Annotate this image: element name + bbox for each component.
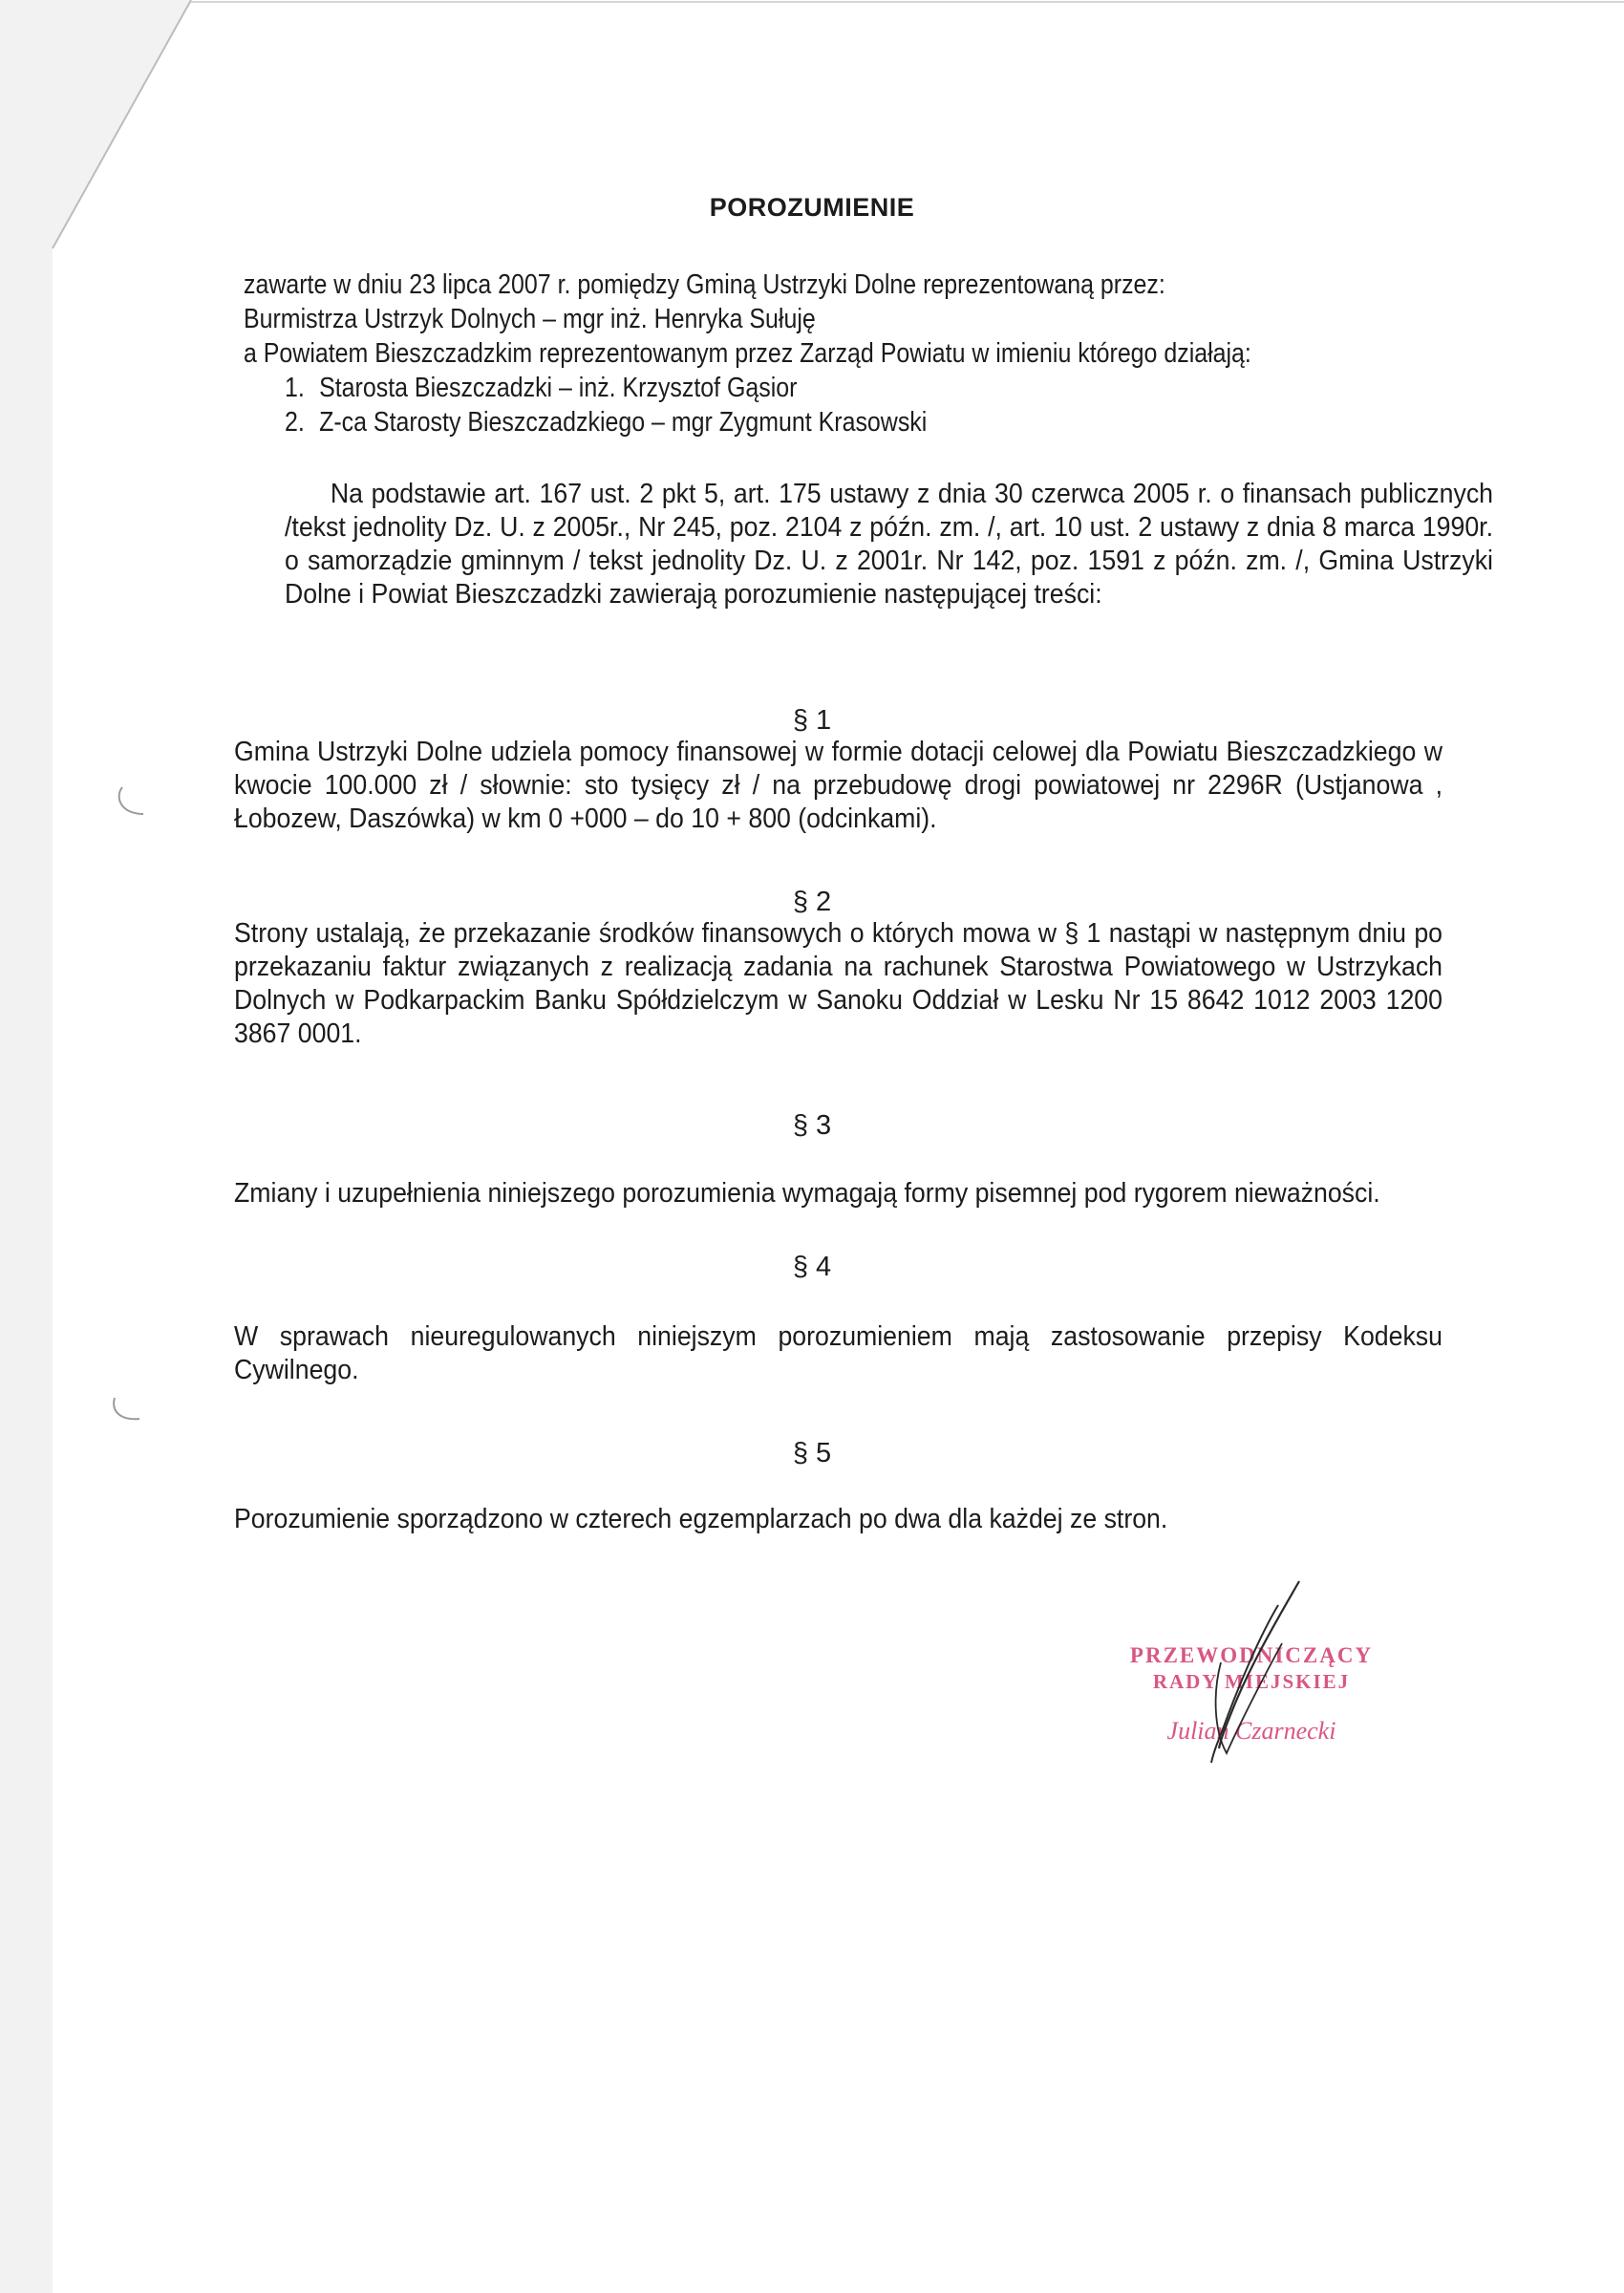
list-number: 1. [285,373,305,403]
section-text: Porozumienie sporządzono w czterech egzemplarzach po dwa dla każdej ze stron. [234,1504,1168,1534]
handwritten-signature [1185,1576,1318,1768]
section-body [234,1503,1442,1536]
list-item [244,371,1271,405]
stamp-name: Julian Czarnecki [1166,1717,1336,1745]
section-body [234,1177,1442,1211]
section-heading: § 4 [792,1252,832,1282]
stamp-subtitle: RADY MIEJSKIEJ [1152,1670,1351,1693]
intro-line: zawarte w dniu 23 lipca 2007 r. pomiędzy Gminą Ustrzyki Dolne reprezentowaną przez: [244,269,1165,300]
intro-line: Burmistrza Ustrzyk Dolnych – mgr inż. Henryka Sułuję [244,304,816,334]
section-body [234,1320,1442,1387]
section-text: W sprawach nieuregulowanych niniejszym porozumieniem mają zastosowanie przepisy Kodeksu Cywilnego. [234,1321,1442,1385]
section-heading: § 2 [792,887,832,917]
section-heading: § 5 [792,1438,832,1468]
section-heading: § 3 [792,1110,832,1141]
section-heading: § 1 [792,705,832,736]
parties-block [244,268,1438,439]
document-title: POROZUMIENIE [709,193,915,222]
representative-text: Z-ca Starosty Bieszczadzkiego – mgr Zygmunt Krasowski [319,407,928,438]
legal-basis [285,478,1494,611]
legal-basis-text: Na podstawie art. 167 ust. 2 pkt 5, art. 175 ustawy z dnia 30 czerwca 2005 r. o finansach publicznych /tekst jednolity Dz. U. z 2005r., Nr 245, poz. 2104 z późn. zm. /, art. 10 ust. 2 ustawy z dnia 8 marca 1990r. o samorządzie gminnym / tekst jednolity Dz. U. z 2001r. Nr 142, poz. 1591 z późn. zm. /, Gmina Ustrzyki Dolne i Powiat Bieszczadzki zawierają porozumienie następującej treści: [285,479,1494,610]
section-text: Zmiany i uzupełnienia niniejszego porozumienia wymagają formy pisemnej pod rygorem nieważności. [234,1178,1380,1209]
section-text: Gmina Ustrzyki Dolne udziela pomocy finansowej w formie dotacji celowej dla Powiatu Bieszczadzkiego w kwocie 100.000 zł / słownie: sto tysięcy zł / na przebudowę drogi powiatowej nr 2296R (Ustjanowa , Łobozew, Daszówka) w km 0 +000 – do 10 + 800 (odcinkami). [234,737,1442,834]
stamp-title: PRZEWODNICZĄCY [1129,1643,1374,1667]
punch-hole-icon [113,782,151,820]
representative-text: Starosta Bieszczadzki – inż. Krzysztof Gąsior [319,373,798,403]
section-body [234,917,1442,1051]
punch-hole-icon [107,1390,145,1428]
section-text: Strony ustalają, że przekazanie środków finansowych o których mowa w § 1 nastąpi w następnym dniu po przekazaniu faktur związanych z realizacją zadania na rachunek Starostwa Powiatowego w Ustrzykach Dolnych w Podkarpackim Banku Spółdzielczym w Sanoku Oddział w Lesku Nr 15 8642 1012 2003 1200 3867 0001. [234,918,1442,1049]
representatives-list [244,371,1438,439]
intro-line: a Powiatem Bieszczadzkim reprezentowanym przez Zarząd Powiatu w imieniu którego działają: [244,338,1251,369]
section-body [234,736,1442,836]
list-item [244,405,1271,439]
list-number: 2. [285,407,305,438]
